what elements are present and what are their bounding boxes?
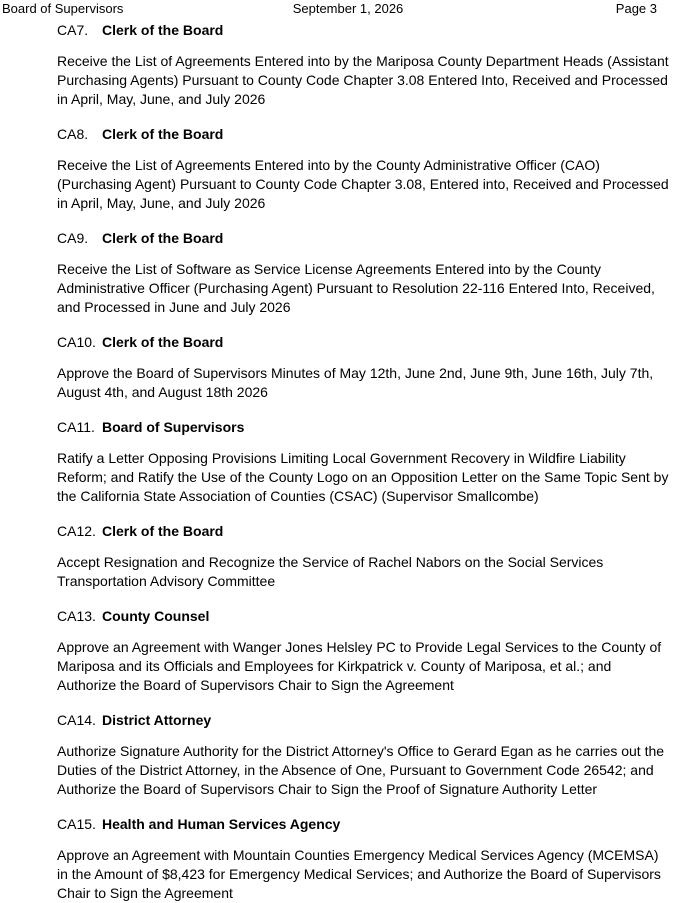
item-heading: [57, 333, 669, 351]
item-department: Health and Human Services Agency: [102, 816, 341, 832]
item-description: Ratify a Letter Opposing Provisions Limiting Local Government Recovery in Wildfire Liability Reform; and Ratify the Use of the County Logo on an Opposition Letter on the Same Topic Sent by the California State Association of Counties (CSAC) (Supervisor Smallcombe): [57, 450, 669, 504]
item-department: District Attorney: [102, 712, 212, 728]
agenda-item-ca15: [57, 815, 669, 903]
agenda-item-ca8: [57, 125, 669, 213]
item-number: CA15.: [57, 816, 96, 832]
agenda-item-ca13: [57, 607, 669, 695]
item-heading: [57, 607, 669, 625]
agenda-item-ca9: [57, 229, 669, 317]
agenda-item-ca10: [57, 333, 669, 402]
header-date: September 1, 2026: [292, 1, 404, 16]
item-number: CA13.: [57, 608, 96, 624]
item-number: CA11.: [57, 419, 95, 435]
item-number: CA9.: [57, 230, 89, 246]
item-heading: [57, 125, 669, 143]
item-description: Receive the List of Agreements Entered into by the Mariposa County Department Heads (Assistant Purchasing Agents) Pursuant to County Code Chapter 3.08 Entered Into, Received and Processed in April, May, June, and July 2026: [57, 53, 669, 107]
item-number: CA8.: [57, 126, 89, 142]
item-number: CA7.: [57, 22, 89, 38]
item-department: Clerk of the Board: [102, 126, 224, 142]
item-department: Clerk of the Board: [102, 523, 224, 539]
item-description: Accept Resignation and Recognize the Service of Rachel Nabors on the Social Services Transportation Advisory Committee: [57, 554, 604, 589]
item-department: Clerk of the Board: [102, 230, 224, 246]
item-department: County Counsel: [102, 608, 210, 624]
item-description: Receive the List of Agreements Entered into by the County Administrative Officer (CAO) (Purchasing Agent) Pursuant to County Code Chapter 3.08, Entered into, Received and Processed in April, May, June, and July 2026: [57, 157, 669, 211]
item-heading: [57, 418, 669, 436]
item-description: Approve the Board of Supervisors Minutes of May 12th, June 2nd, June 9th, June 16th, July 7th, August 4th, and August 18th 2026: [57, 365, 654, 400]
item-number: CA14.: [57, 712, 96, 728]
item-description: Receive the List of Software as Service License Agreements Entered into by the County Administrative Officer (Purchasing Agent) Pursuant to Resolution 22-116 Entered Into, Received, and Processed in June and July 2026: [57, 261, 655, 315]
item-description: Authorize Signature Authority for the District Attorney's Office to Gerard Egan as he carries out the Duties of the District Attorney, in the Absence of One, Pursuant to Government Code 26542; and Authorize the Board of Supervisors Chair to Sign the Proof of Signature Authority Letter: [57, 743, 665, 797]
agenda-item-ca12: [57, 522, 669, 591]
item-heading: [57, 711, 669, 729]
agenda-items: [57, 21, 669, 903]
agenda-item-ca7: [57, 21, 669, 109]
item-number: CA12.: [57, 523, 96, 539]
agenda-item-ca11: [57, 418, 669, 506]
item-description: Approve an Agreement with Mountain Counties Emergency Medical Services Agency (MCEMSA) in the Amount of $8,423 for Emergency Medical Services; and Authorize the Board of Supervisors Chair to Sign the Agreement: [57, 847, 661, 901]
page-header: [0, 1, 680, 19]
item-heading: [57, 21, 669, 39]
item-department: Board of Supervisors: [102, 419, 245, 435]
item-number: CA10.: [57, 334, 96, 350]
agenda-item-ca14: [57, 711, 669, 799]
item-heading: [57, 229, 669, 247]
item-department: Clerk of the Board: [102, 22, 224, 38]
header-page-number: Page 3: [615, 1, 657, 16]
item-heading: [57, 815, 669, 833]
header-board-name: Board of Supervisors: [2, 1, 124, 16]
item-department: Clerk of the Board: [102, 334, 224, 350]
item-heading: [57, 522, 669, 540]
item-description: Approve an Agreement with Wanger Jones Helsley PC to Provide Legal Services to the County of Mariposa and its Officials and Employees for Kirkpatrick v. County of Mariposa, et al.; and Authorize the Board of Supervisors Chair to Sign the Agreement: [57, 639, 662, 693]
